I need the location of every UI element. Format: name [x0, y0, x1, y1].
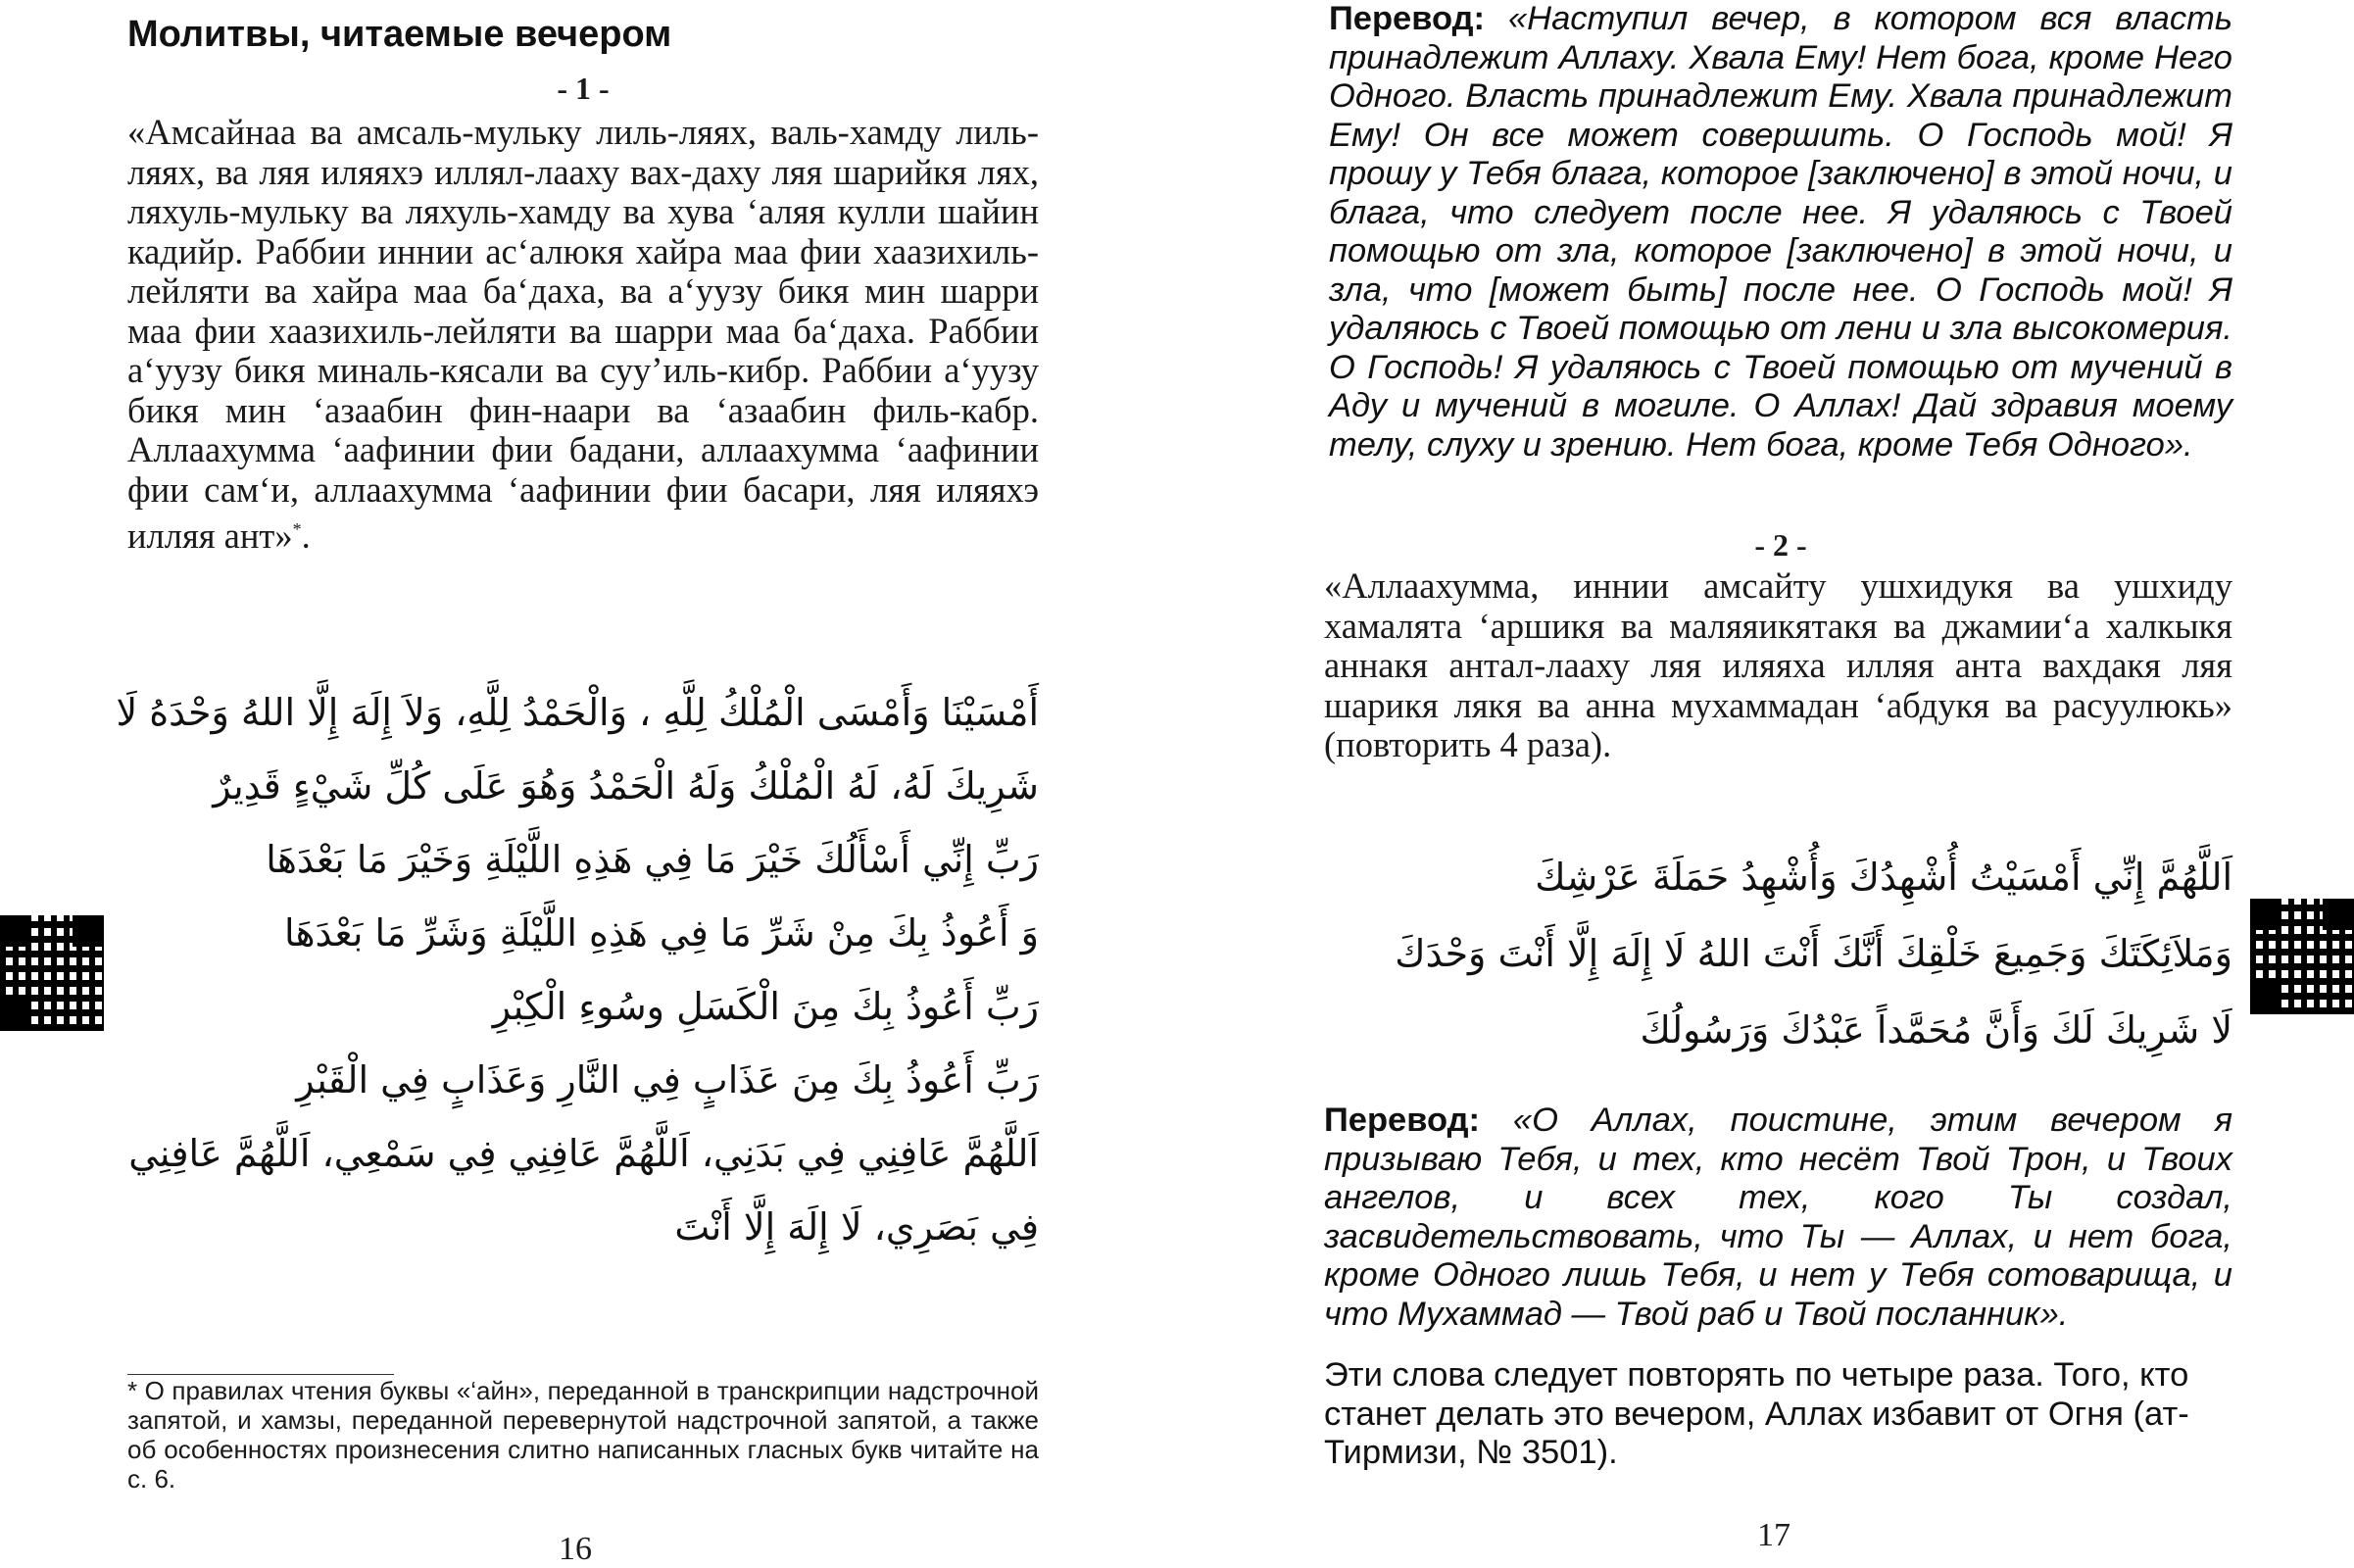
prayer-2-translation — [1324, 1102, 2232, 1334]
footnote-marker: * — [292, 519, 302, 539]
arabic-line: شَرِيكَ لَهُ، لَهُ الْمُلْكُ وَلَهُ الْحَمْدُ وَهُوَ عَلَى كُلِّ شَيْءٍ قَدِيرٌ — [213, 764, 1039, 808]
arabic-line: اَللَّهُمَّ عَافِنِي فِي بَدَنِي، اَللَّهُمَّ عَافِنِي فِي سَمْعِي، اَللَّهُمَّ عَافِنِي — [128, 1132, 1039, 1175]
footnote-divider — [127, 1374, 394, 1375]
translation-text: «О Аллах, поистине, этим вечером я призываю Тебя, и тех, кто несёт Твой Трон, и Твоих ангелов, и всех тех, кого Ты создал, засвидетельствовать, что Ты — Аллах, и нет бога, кроме Одного лишь Тебя, и нет у Тебя сотоварища, и что Мухаммад — Твой раб и Твой посланник». — [1324, 1102, 2232, 1333]
prayer-1-translation — [1329, 0, 2232, 465]
section-heading: Молитвы, читаемые вечером — [127, 14, 672, 55]
translation-label: Перевод: — [1324, 1102, 1481, 1139]
arabic-line: وَ أَعُوذُ بِكَ مِنْ شَرِّ مَا فِي هَذِهِ اللَّيْلَةِ وَشَرِّ مَا بَعْدَهَا — [283, 911, 1039, 955]
arabic-line: وَمَلاَئِكَتَكَ وَجَمِيعَ خَلْقِكَ أَنَّكَ أَنْتَ اللهُ لَا إِلَهَ إِلَّا أَنْتَ وَحْدَكَ — [1395, 932, 2232, 975]
arabic-line: رَبِّ إِنِّي أَسْأَلُكَ خَيْرَ مَا فِي هَذِهِ اللَّيْلَةِ وَخَيْرَ مَا بَعْدَهَا — [266, 838, 1039, 881]
qr-code-icon — [2250, 899, 2354, 1014]
page-number: 16 — [559, 1531, 592, 1567]
arabic-line: فِي بَصَرِي، لَا إِلَهَ إِلَّا أَنْتَ — [674, 1205, 1039, 1249]
translation-text: «Наступил вечер, в котором вся власть принадлежит Аллаху. Хвала Ему! Нет бога, кроме Него Одного. Власть принадлежит Ему. Хвала принадлежит Ему! Он все может совершить. О Господь мой! Я прошу у Тебя блага, которое [заключено] в этой ночи, и блага, что следует после нее. Я удаляюсь с Твоей помощью от зла, которое [заключено] в этой ночи, и зла, что [может быть] после нее. О Господь мой! Я удаляюсь с Твоей помощью от лени и зла высокомерия. О Господь! Я удаляюсь с Твоей помощью от мучений в Аду и мучений в могиле. О Аллах! Дай здравия моему телу, слуху и зрению. Нет бога, кроме Тебя Одного». — [1329, 0, 2232, 464]
footnote: * О правилах чтения буквы «‘айн», переданной в транскрипции надстрочной запятой, и хамзы, переданной перевернутой надстрочной запятой, а также об особенностях произнесения слитно написанных гласных букв читайте на с. 6. — [127, 1376, 1039, 1494]
arabic-line: رَبِّ أَعُوذُ بِكَ مِنَ عَذَابٍ فِي النَّارِ وَعَذَابٍ فِي الْقَبْرِ — [296, 1058, 1039, 1102]
qr-code-icon — [0, 915, 104, 1031]
page-number: 17 — [1757, 1517, 1790, 1553]
prayer-2-transliteration: «Аллаахумма, иннии амсайту ушхидукя ва ушхиду хамалята ‘аршикя ва маляяикятакя ва джамии‘а халкыкя аннакя антал-лааху ляя иляяха илляя анта вахдакя ляя шарикя лякя ва анна мухаммадан ‘абдукя ва расуулюкь» (повторить 4 раза). — [1324, 565, 2232, 764]
arabic-line: رَبِّ أَعُوذُ بِكَ مِنَ الْكَسَلِ وسُوءِ الْكِبْرِ — [492, 985, 1039, 1028]
prayer-number-1: - 1 - — [557, 71, 610, 106]
prayer-number-2: - 2 - — [1754, 527, 1807, 563]
prayer-2-arabic — [1324, 839, 2232, 1068]
prayer-1-transliteration — [127, 113, 1039, 557]
sentence-end: . — [301, 515, 311, 557]
arabic-line: أَمْسَيْنَا وَأَمْسَى الْمُلْكُ لِلَّهِ ، وَالْحَمْدُ لِلَّهِ، وَلاَ إِلَهَ إِلَّا اللهُ وَحْدَهُ لَا — [116, 691, 1039, 734]
page-17 — [1177, 0, 2354, 1568]
prayer-1-transliteration-text: «Амсайнаа ва амсаль-мульку лиль-ляях, валь-хамду лиль-ляях, ва ляя иляяхэ иллял-лааху вах-даху ляя шарийкя лях, ляхуль-мульку ва ляхуль-хамду ва хува ‘аляя кулли шайин кадийр. Раббии иннии ас‘алюкя хайра маа фии хаазихиль-лейляти ва хайра маа ба‘даха, ва а‘уузу бикя мин шарри маа фии хаазихиль-лейляти ва шарри маа ба‘даха. Раббии а‘уузу бикя миналь-кясали ва суу’иль-кибр. Раббии а‘уузу бикя мин ‘азаабин фин-наари ва ‘азаабин филь-кабр. Аллаахумма ‘аафинии фии бадани, аллаахумма ‘аафинии фии сам‘и, аллаахумма ‘аафинии фии басари, ляя иляяхэ илляя ант» — [127, 112, 1039, 557]
repetition-note: Эти слова следует повторять по четыре раза. Того, кто станет делать это вечером, Аллах избавит от Огня (ат-Тирмизи, № 3501). — [1324, 1356, 2189, 1471]
translation-label: Перевод: — [1329, 0, 1486, 37]
arabic-line: اَللَّهُمَّ إِنِّي أَمْسَيْتُ أُشْهِدُكَ وَأُشْهِدُ حَمَلَةَ عَرْشِكَ — [1535, 856, 2232, 899]
prayer-1-arabic — [116, 676, 1039, 1264]
arabic-line: لَا شَرِيكَ لَكَ وَأَنَّ مُحَمَّداً عَبْدُكَ وَرَسُولُكَ — [1640, 1008, 2232, 1052]
